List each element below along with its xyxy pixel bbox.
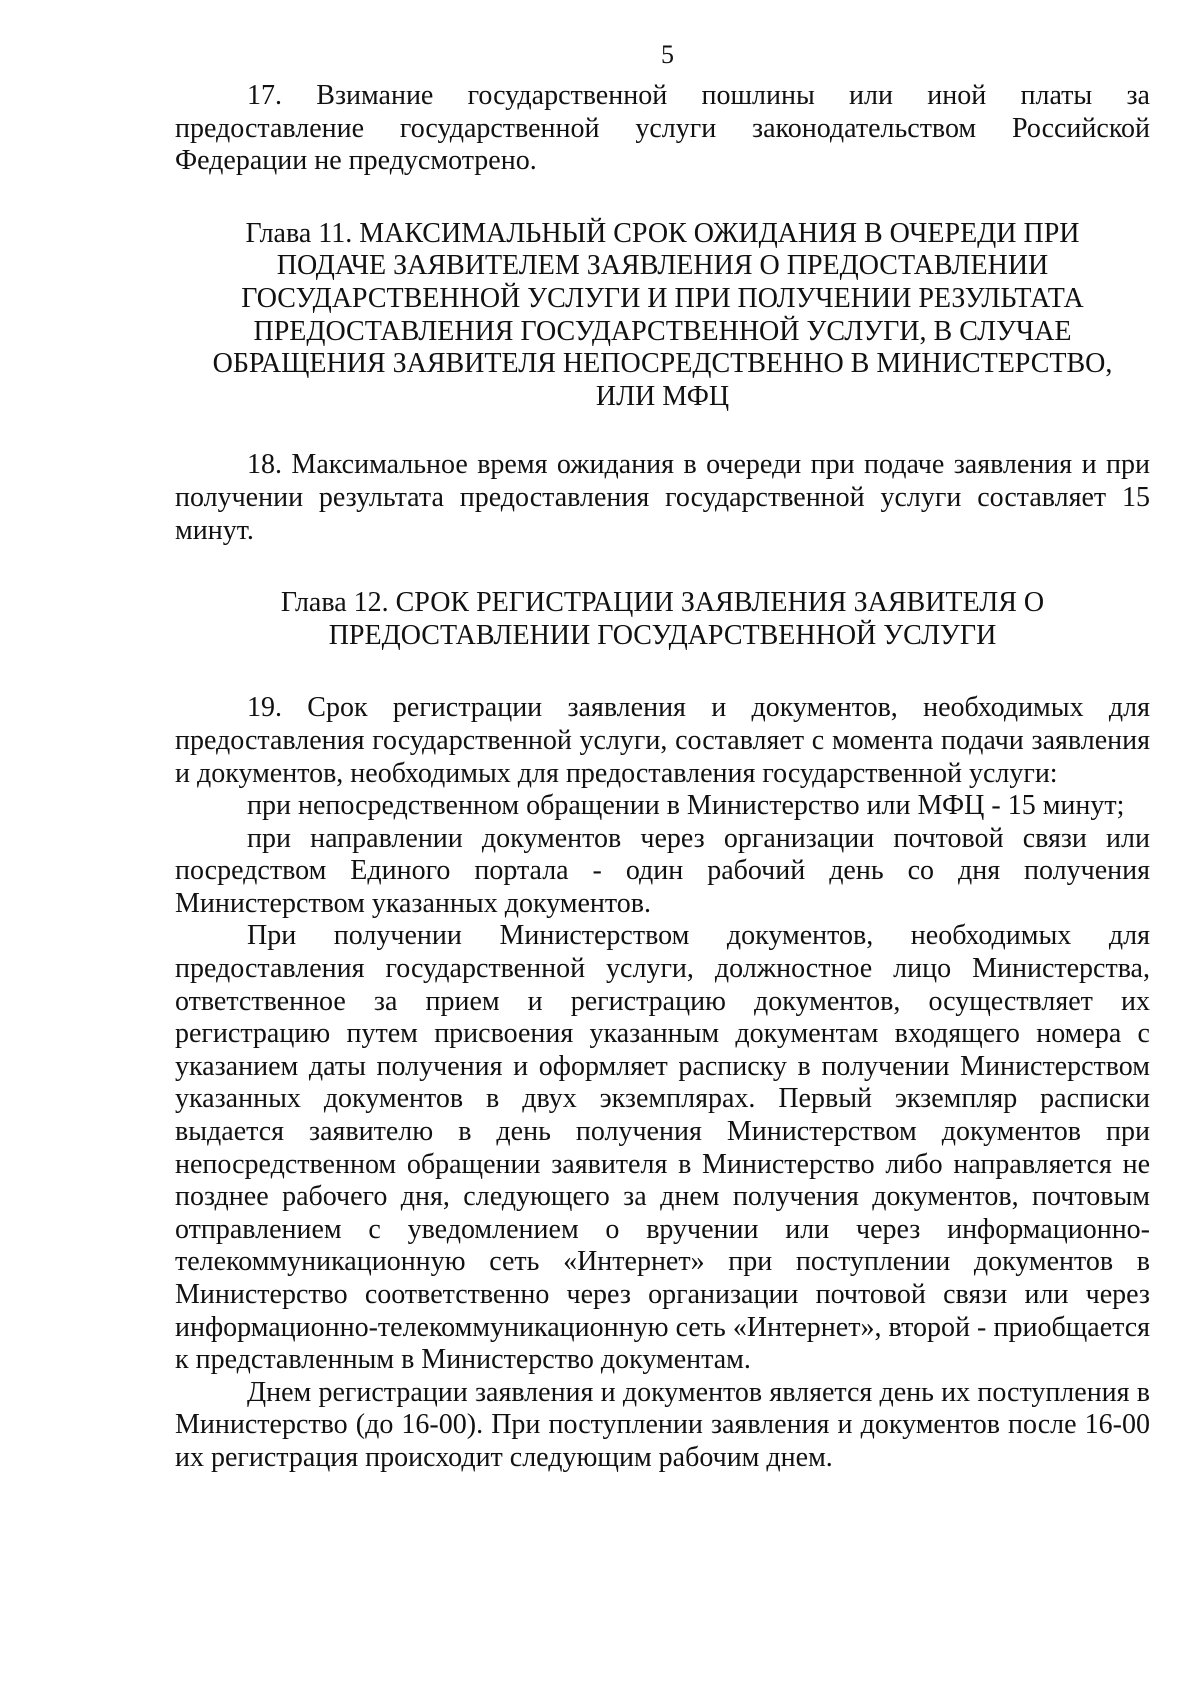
paragraph-19-post: при направлении документов через организации почтовой связи или посредством Единого портала - один рабочий день со дня получения Министерством указанных документов. [175, 822, 1150, 919]
paragraph-19-registration-day: Днем регистрации заявления и документов является день их поступления в Министерство (до 16-00). При поступлении заявления и документов после 16-00 их регистрация происходит следующим рабочим днем. [175, 1376, 1150, 1473]
document-page [175, 40, 1150, 1475]
chapter-11-heading: Глава 11. МАКСИМАЛЬНЫЙ СРОК ОЖИДАНИЯ В ОЧЕРЕДИ ПРИ ПОДАЧЕ ЗАЯВИТЕЛЕМ ЗАЯВЛЕНИЯ О ПРЕДОСТАВЛЕНИИ ГОСУДАРСТВЕННОЙ УСЛУГИ И ПРИ ПОЛУЧЕНИИ РЕЗУЛЬТАТА ПРЕДОСТАВЛЕНИЯ ГОСУДАРСТВЕННОЙ УСЛУГИ, В СЛУЧАЕ ОБРАЩЕНИЯ ЗАЯВИТЕЛЯ НЕПОСРЕДСТВЕННО В МИНИСТЕРСТВО, ИЛИ МФЦ [212, 217, 1113, 412]
paragraph-19-direct: при непосредственном обращении в Министерство или МФЦ - 15 минут; [247, 790, 1125, 822]
chapter-12-heading: Глава 12. СРОК РЕГИСТРАЦИИ ЗАЯВЛЕНИЯ ЗАЯВИТЕЛЯ О ПРЕДОСТАВЛЕНИИ ГОСУДАРСТВЕННОЙ УСЛУГИ [280, 587, 1045, 651]
paragraph-19-receipt: При получении Министерством документов, необходимых для предоставления государственной услуги, должностное лицо Министерства, ответственное за прием и регистрацию документов, осуществляет их регистрацию путем присвоения указанным документам входящего номера с указанием даты получения и оформляет расписку в получении Министерством указанных документов в двух экземплярах. Первый экземпляр расписки выдается заявителю в день получения Министерством документов при непосредственном обращении заявителя в Министерство либо направляется не позднее рабочего дня, следующего за днем получения документов, почтовым отправлением с уведомлением о вручении или через информационно-телекоммуникационную сеть «Интернет» при поступлении документов в Министерство соответственно через организации почтовой связи или через информационно-телекоммуникационную сеть «Интернет», второй - приобщается к представленным в Министерство документам. [175, 920, 1150, 1376]
paragraph-18: 18. Максимальное время ожидания в очереди при подаче заявления и при получении результата предоставления государственной услуги составляет 15 минут. [175, 449, 1150, 546]
paragraph-17: 17. Взимание государственной пошлины или иной платы за предоставление государственной услуги законодательством Российской Федерации не предусмотрено. [175, 80, 1150, 177]
paragraph-19: 19. Срок регистрации заявления и документов, необходимых для предоставления государственной услуги, составляет с момента подачи заявления и документов, необходимых для предоставления государственной услуги: [175, 692, 1150, 789]
page-number: 5 [661, 40, 674, 69]
